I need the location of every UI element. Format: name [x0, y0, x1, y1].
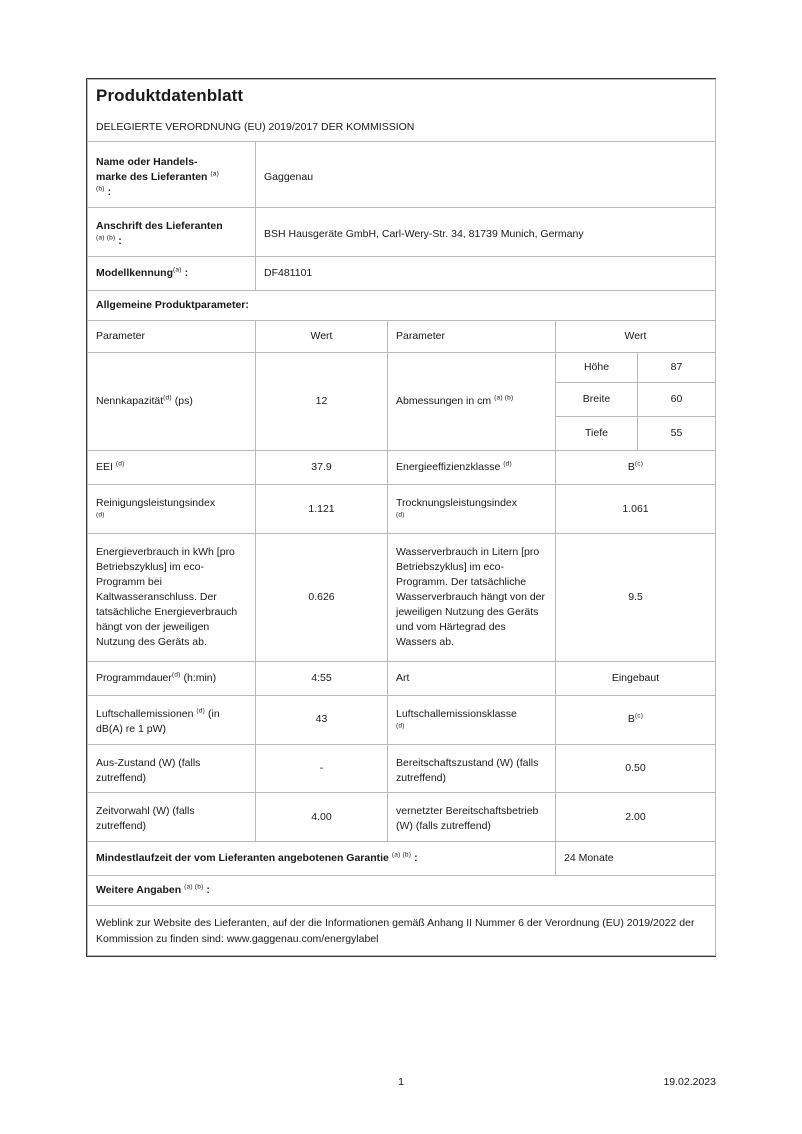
supplier-address-row: [88, 208, 716, 257]
drying-index-label-cell: [388, 485, 556, 534]
delay-networked-row: [88, 793, 716, 842]
noise-emissions-suffix: (in dB(A) re 1 pW): [96, 707, 220, 735]
page-title: Produktdatenblatt: [96, 86, 244, 105]
model-colon: :: [184, 267, 189, 280]
noise-class-marks: (d): [396, 722, 405, 730]
weblink-text-cell: Weblink zur Website des Lieferanten, auf der die Informationen gemäß Anhang II Nummer 6 der Verordnung (EU) 2019/2022 der Kommission zu finden sind: www.gaggenau.com/energylabel: [88, 906, 716, 956]
noise-emissions-label: Luftschallemissionen: [96, 707, 194, 720]
eei-label-cell: [88, 451, 256, 485]
supplier-address-colon: :: [118, 235, 122, 248]
header-value-2: Wert: [556, 321, 716, 353]
noise-class-value-marks: (c): [634, 712, 644, 720]
product-datasheet-table: [87, 79, 716, 956]
energy-class-marks: (d): [503, 460, 512, 468]
capacity-marks: (d): [163, 394, 172, 402]
noise-class-label: Luftschallemissionsklasse: [396, 707, 517, 720]
supplier-name-label-cell: [88, 142, 256, 208]
eei-label: EEI: [96, 461, 113, 474]
water-consumption-label-cell: Wasserverbrauch in Litern [pro Betriebszyklus] im eco-Programm. Der tatsächliche Wasserverbrauch hängt von der jeweiligen Nutzung des Geräts und vom Härtegrad des Wassers ab.: [388, 533, 556, 661]
capacity-value-cell: 12: [256, 353, 388, 451]
offmode-standby-row: [88, 744, 716, 793]
dimensions-label-cell: [388, 353, 556, 451]
capacity-label-suffix: (ps): [174, 395, 193, 408]
supplier-name-label-line1: Name oder Handels-: [96, 155, 198, 168]
delay-start-label-cell: Zeitvorwahl (W) (falls zutreffend): [88, 793, 256, 842]
supplier-address-label-cell: [88, 208, 256, 257]
duration-type-row: [88, 661, 716, 695]
consumption-row: [88, 533, 716, 661]
delay-start-value-cell: 4.00: [256, 793, 388, 842]
model-value-cell: DF481101: [256, 257, 716, 291]
energy-consumption-value-cell: 0.626: [256, 533, 388, 661]
type-value-cell: Eingebaut: [556, 661, 716, 695]
noise-emissions-label-cell: [88, 695, 256, 744]
noise-emissions-value-cell: 43: [256, 695, 388, 744]
warranty-marks: (a) (b): [391, 851, 412, 859]
document-date: 19.02.2023: [663, 1076, 716, 1088]
program-duration-marks: (d): [171, 671, 181, 679]
warranty-colon: :: [414, 852, 418, 865]
cleaning-index-label: Reinigungsleistungsindex: [96, 497, 216, 510]
dimension-height-label: Höhe: [556, 353, 638, 383]
noise-row: [88, 695, 716, 744]
table-header-row: [88, 321, 716, 353]
drying-index-label: Trocknungsleistungsindex: [396, 497, 518, 510]
drying-index-marks: (d): [396, 511, 405, 519]
type-label-cell: Art: [388, 661, 556, 695]
program-duration-label: Programmdauer: [96, 671, 172, 684]
program-duration-value-cell: 4:55: [256, 661, 388, 695]
general-parameters-heading: Allgemeine Produktparameter:: [88, 291, 716, 321]
dimensions-label: Abmessungen in cm: [396, 395, 492, 408]
standby-label-cell: Bereitschaftszustand (W) (falls zutreffend): [388, 744, 556, 793]
capacity-dimensions-row-height: [88, 353, 716, 383]
general-parameters-row: [88, 291, 716, 321]
warranty-value-cell: 24 Monate: [556, 842, 716, 876]
noise-emissions-marks: (d): [196, 707, 206, 715]
off-mode-label-cell: Aus-Zustand (W) (falls zutreffend): [88, 744, 256, 793]
supplier-address-label: Anschrift des Lieferanten: [96, 220, 223, 233]
water-consumption-value-cell: 9.5: [556, 533, 716, 661]
networked-standby-label-cell: vernetzter Bereitschaftsbetrieb (W) (falls zutreffend): [388, 793, 556, 842]
page-footer: [86, 1076, 716, 1088]
eei-row: [88, 451, 716, 485]
dimension-width-label: Breite: [556, 383, 638, 417]
dimensions-marks: (a) (b): [494, 394, 514, 402]
warranty-label-cell: [88, 842, 556, 876]
off-mode-value-cell: -: [256, 744, 388, 793]
header-parameter-1: Parameter: [88, 321, 256, 353]
model-marks: (a): [173, 266, 182, 274]
datasheet-table-wrapper: [86, 78, 716, 957]
model-label: Modellkennung: [96, 267, 173, 280]
dimension-depth-value: 55: [638, 417, 716, 451]
noise-class-value-cell: [556, 695, 716, 744]
energy-class-value: B: [627, 461, 635, 474]
supplier-name-mark-a: (a): [210, 170, 220, 178]
additional-info-marks: (a) (b): [184, 883, 204, 891]
dimension-width-value: 60: [638, 383, 716, 417]
energy-consumption-label-cell: Energieverbrauch in kWh [pro Betriebszyklus] im eco-Programm bei Kaltwasseranschluss. Der tatsächliche Energieverbrauch hängt von der jeweiligen Nutzung des Geräts ab.: [88, 533, 256, 661]
title-row: [88, 80, 716, 142]
model-label-cell: [88, 257, 256, 291]
cleaning-index-label-cell: [88, 485, 256, 534]
model-row: [88, 257, 716, 291]
drying-index-value-cell: 1.061: [556, 485, 716, 534]
additional-info-colon: :: [206, 884, 210, 897]
noise-class-label-cell: [388, 695, 556, 744]
capacity-label: Nennkapazität: [96, 395, 164, 408]
supplier-address-marks: (a) (b): [96, 234, 116, 242]
header-parameter-2: Parameter: [388, 321, 556, 353]
program-duration-label-cell: [88, 661, 256, 695]
standby-value-cell: 0.50: [556, 744, 716, 793]
dimension-depth-label: Tiefe: [556, 417, 638, 451]
capacity-label-cell: [88, 353, 256, 451]
supplier-address-value-cell: BSH Hausgeräte GmbH, Carl-Wery-Str. 34, 81739 Munich, Germany: [256, 208, 716, 257]
title-cell: [88, 80, 716, 142]
dimension-height-value: 87: [638, 353, 716, 383]
performance-index-row: [88, 485, 716, 534]
weblink-row: [88, 906, 716, 956]
cleaning-index-value-cell: 1.121: [256, 485, 388, 534]
networked-standby-value-cell: 2.00: [556, 793, 716, 842]
supplier-name-value-cell: Gaggenau: [256, 142, 716, 208]
energy-class-label-cell: [388, 451, 556, 485]
warranty-label: Mindestlaufzeit der vom Lieferanten angebotenen Garantie: [96, 852, 389, 865]
energy-class-value-cell: [556, 451, 716, 485]
page-number: 1: [398, 1076, 404, 1088]
regulation-subtitle: DELEGIERTE VERORDNUNG (EU) 2019/2017 DER KOMMISSION: [96, 120, 415, 133]
program-duration-suffix: (h:min): [183, 671, 217, 684]
supplier-name-row: [88, 142, 716, 208]
supplier-name-mark-b: (b): [96, 185, 105, 193]
additional-info-row: [88, 876, 716, 906]
eei-value-cell: 37.9: [256, 451, 388, 485]
noise-class-value: B: [627, 713, 635, 726]
energy-class-label: Energieeffizienzklasse: [396, 461, 501, 474]
supplier-name-label-line2: marke des Lieferanten: [96, 170, 208, 183]
additional-info-label-cell: [88, 876, 716, 906]
cleaning-index-marks: (d): [96, 511, 105, 519]
additional-info-label: Weitere Angaben: [96, 884, 182, 897]
eei-marks: (d): [115, 460, 125, 468]
warranty-row: [88, 842, 716, 876]
header-value-1: Wert: [256, 321, 388, 353]
energy-class-value-marks: (c): [634, 460, 644, 468]
supplier-name-colon: :: [107, 185, 112, 198]
